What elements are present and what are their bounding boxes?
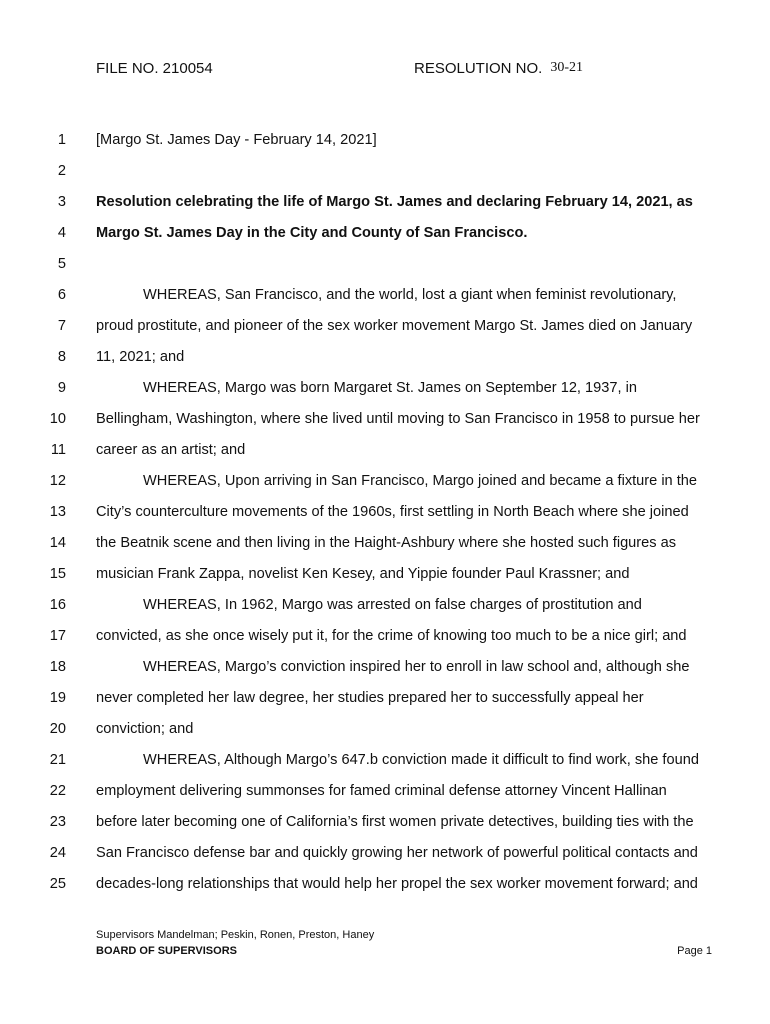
document-line bbox=[0, 187, 770, 218]
line-number: 1 bbox=[57, 132, 66, 148]
line-text: Margo St. James Day in the City and County of San Francisco. bbox=[96, 225, 528, 241]
line-number: 10 bbox=[49, 411, 66, 427]
line-number: 16 bbox=[49, 597, 66, 613]
resolution-value: 30-21 bbox=[550, 60, 584, 75]
document-line bbox=[0, 652, 770, 683]
document-line bbox=[0, 342, 770, 373]
line-text: employment delivering summonses for famed criminal defense attorney Vincent Hallinan bbox=[96, 783, 667, 799]
document-line bbox=[0, 466, 770, 497]
line-number: 23 bbox=[49, 814, 66, 830]
document-line bbox=[0, 807, 770, 838]
document-line bbox=[0, 218, 770, 249]
line-text: WHEREAS, San Francisco, and the world, lost a giant when feminist revolutionary, bbox=[143, 287, 677, 303]
line-number: 3 bbox=[57, 194, 66, 210]
document-line bbox=[0, 714, 770, 745]
document-line bbox=[0, 838, 770, 869]
document-line bbox=[0, 621, 770, 652]
line-number: 12 bbox=[49, 473, 66, 489]
document-line bbox=[0, 590, 770, 621]
line-number: 21 bbox=[49, 752, 66, 768]
line-number: 22 bbox=[49, 783, 66, 799]
line-text: City’s counterculture movements of the 1960s, first settling in North Beach where she joined bbox=[96, 504, 689, 520]
document-header bbox=[96, 60, 730, 84]
document-line bbox=[0, 311, 770, 342]
line-text: WHEREAS, Margo was born Margaret St. James on September 12, 1937, in bbox=[143, 380, 637, 396]
line-number: 9 bbox=[57, 380, 66, 396]
file-number: FILE NO. 210054 bbox=[96, 60, 213, 77]
document-line bbox=[0, 683, 770, 714]
line-number: 25 bbox=[49, 876, 66, 892]
line-text: convicted, as she once wisely put it, for the crime of knowing too much to be a nice girl; and bbox=[96, 628, 687, 644]
line-text: the Beatnik scene and then living in the Haight-Ashbury where she hosted such figures as bbox=[96, 535, 677, 551]
line-number: 11 bbox=[50, 442, 66, 458]
line-number: 2 bbox=[57, 163, 66, 179]
line-text: conviction; and bbox=[96, 721, 194, 737]
line-number: 13 bbox=[49, 504, 66, 520]
line-text: Bellingham, Washington, where she lived until moving to San Francisco in 1958 to pursue her bbox=[96, 411, 700, 427]
document-line bbox=[0, 280, 770, 311]
line-text: career as an artist; and bbox=[96, 442, 246, 458]
line-text: decades-long relationships that would help her propel the sex worker movement forward; and bbox=[96, 876, 698, 892]
document-line bbox=[0, 559, 770, 590]
resolution-number bbox=[414, 60, 583, 78]
line-number: 7 bbox=[57, 318, 66, 334]
line-number: 15 bbox=[49, 566, 66, 582]
document-line bbox=[0, 776, 770, 807]
line-text: musician Frank Zappa, novelist Ken Kesey, and Yippie founder Paul Krassner; and bbox=[96, 566, 630, 582]
resolution-label: RESOLUTION NO. bbox=[414, 60, 543, 77]
line-number: 4 bbox=[57, 225, 66, 241]
line-number: 20 bbox=[49, 721, 66, 737]
line-number: 24 bbox=[49, 845, 66, 861]
line-text: never completed her law degree, her studies prepared her to successfully appeal her bbox=[96, 690, 644, 706]
document-line bbox=[0, 745, 770, 776]
line-text: WHEREAS, Upon arriving in San Francisco, Margo joined and became a fixture in the bbox=[143, 473, 698, 489]
line-number: 8 bbox=[57, 349, 66, 365]
sponsors-line: Supervisors Mandelman; Peskin, Ronen, Preston, Haney bbox=[96, 929, 375, 941]
line-text: [Margo St. James Day - February 14, 2021] bbox=[96, 132, 377, 148]
document-line bbox=[0, 249, 770, 280]
line-text: before later becoming one of California’s first women private detectives, building ties with the bbox=[96, 814, 694, 830]
line-text: proud prostitute, and pioneer of the sex worker movement Margo St. James died on January bbox=[96, 318, 693, 334]
line-number: 6 bbox=[57, 287, 66, 303]
line-number: 5 bbox=[57, 256, 66, 272]
line-text: 11, 2021; and bbox=[96, 349, 185, 365]
document-line bbox=[0, 156, 770, 187]
page-number: Page 1 bbox=[677, 945, 712, 957]
line-number: 19 bbox=[49, 690, 66, 706]
line-number: 14 bbox=[49, 535, 66, 551]
numbered-lines bbox=[0, 125, 770, 900]
line-text: Resolution celebrating the life of Margo St. James and declaring February 14, 2021, as bbox=[96, 194, 693, 210]
document-line bbox=[0, 528, 770, 559]
document-line bbox=[0, 373, 770, 404]
document-line bbox=[0, 125, 770, 156]
document-line bbox=[0, 497, 770, 528]
line-number: 18 bbox=[49, 659, 66, 675]
board-label: BOARD OF SUPERVISORS bbox=[96, 945, 237, 957]
line-number: 17 bbox=[49, 628, 66, 644]
document-line bbox=[0, 869, 770, 900]
document-line bbox=[0, 404, 770, 435]
line-text: WHEREAS, Although Margo’s 647.b conviction made it difficult to find work, she found bbox=[143, 752, 699, 768]
line-text: WHEREAS, Margo’s conviction inspired her to enroll in law school and, although she bbox=[143, 659, 690, 675]
line-text: San Francisco defense bar and quickly growing her network of powerful political contacts and bbox=[96, 845, 698, 861]
document-line bbox=[0, 435, 770, 466]
line-text: WHEREAS, In 1962, Margo was arrested on false charges of prostitution and bbox=[143, 597, 642, 613]
